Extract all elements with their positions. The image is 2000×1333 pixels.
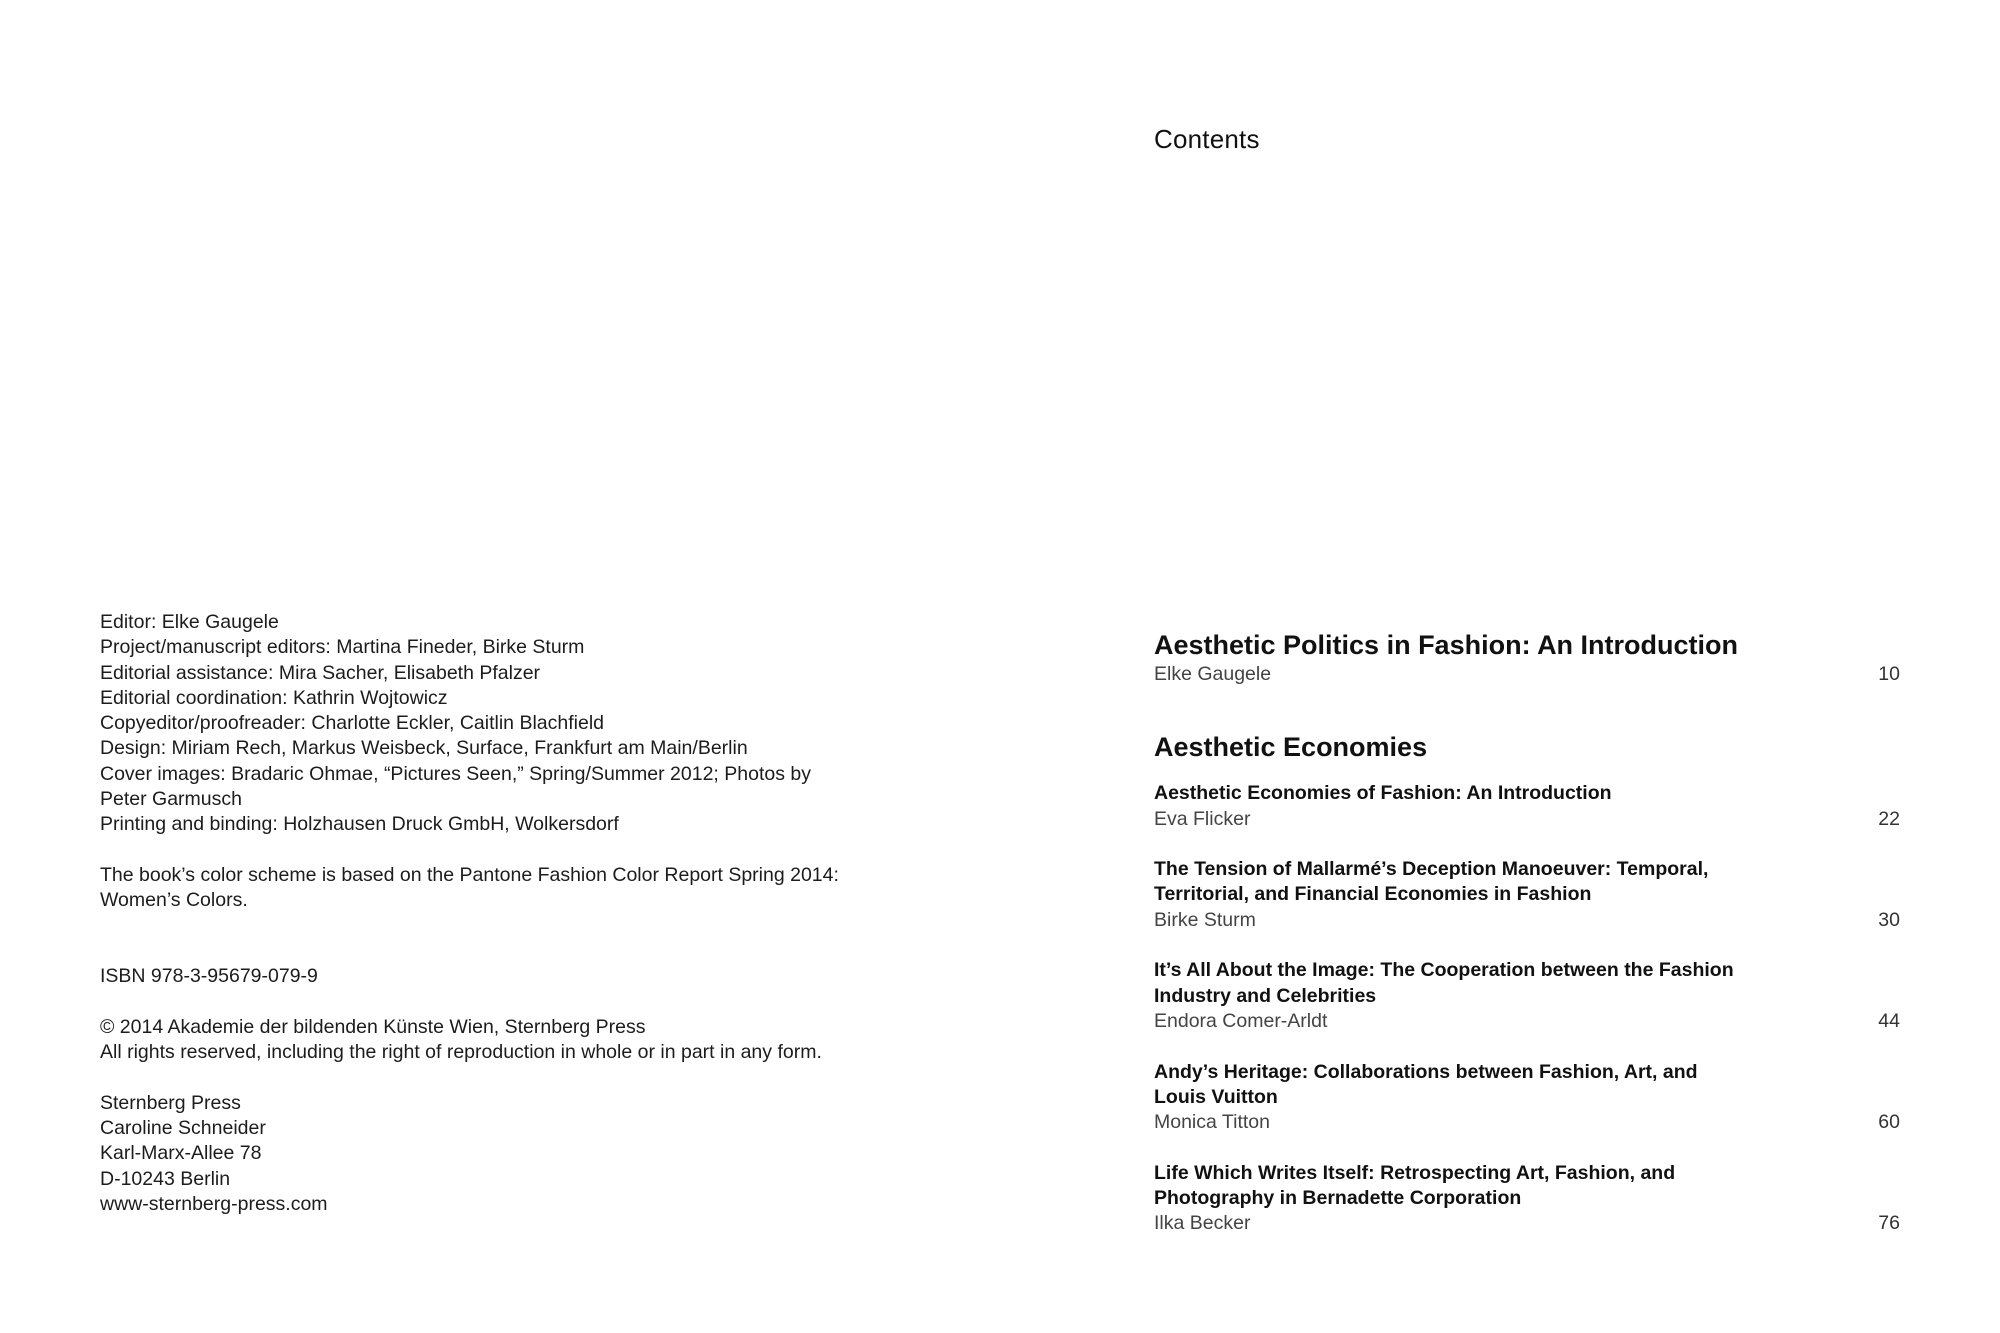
- copyright: © 2014 Akademie der bildenden Künste Wien, Sternberg Press: [100, 1015, 646, 1038]
- toc-entry-page: 22: [1878, 807, 1900, 830]
- publisher-city: D-10243 Berlin: [100, 1167, 231, 1190]
- spacer: [100, 989, 860, 1014]
- credit-cover-images: Cover images: Bradaric Ohmae, “Pictures Seen,” Spring/Summer 2012; Photos by Peter Garmusch: [100, 762, 811, 811]
- toc-entry[interactable]: [1154, 958, 1900, 1034]
- credit-printing: Printing and binding: Holzhausen Druck GmbH, Wolkersdorf: [100, 813, 619, 836]
- toc-entry-page: 10: [1878, 663, 1900, 685]
- toc-entry-author: Monica Titton: [1154, 1111, 1270, 1134]
- toc-entry-intro[interactable]: [1154, 628, 1900, 687]
- toc-entry-title: Andy’s Heritage: Collaborations between Fashion, Art, and Louis Vuitton: [1154, 1060, 1698, 1108]
- toc-entry-page: 44: [1878, 1009, 1900, 1032]
- credit-editorial-coordination: Editorial coordination: Kathrin Wojtowicz: [100, 686, 448, 709]
- imprint-block: [100, 610, 860, 1217]
- toc-entry-author: Ilka Becker: [1154, 1212, 1251, 1235]
- credit-project-editors: Project/manuscript editors: Martina Fineder, Birke Sturm: [100, 636, 585, 659]
- toc-entry[interactable]: [1154, 857, 1900, 933]
- toc-entry-title: Life Which Writes Itself: Retrospecting Art, Fashion, and Photography in Bernadette Corporation: [1154, 1161, 1676, 1210]
- toc-entry-author: Endora Comer-Arldt: [1154, 1009, 1328, 1032]
- right-page: [1000, 0, 2000, 1333]
- toc-entry-title: Aesthetic Politics in Fashion: An Introduction: [1154, 630, 1739, 660]
- toc-entry[interactable]: [1154, 1161, 1900, 1237]
- toc-entry-title: It’s All About the Image: The Cooperation between the Fashion Industry and Celebrities: [1154, 959, 1734, 1007]
- table-of-contents: [1154, 628, 1900, 1237]
- toc-entry-page: 30: [1878, 908, 1900, 931]
- credit-editor: Editor: Elke Gaugele: [100, 611, 279, 633]
- publisher-contact: Caroline Schneider: [100, 1116, 266, 1139]
- rights-statement: All rights reserved, including the right of reproduction in whole or in part in any form.: [100, 1041, 822, 1064]
- spacer: [100, 914, 860, 965]
- toc-entry-title: The Tension of Mallarmé’s Deception Manoeuver: Temporal, Territorial, and Financial Economies in Fashion: [1154, 858, 1709, 906]
- credit-editorial-assistance: Editorial assistance: Mira Sacher, Elisabeth Pfalzer: [100, 661, 541, 684]
- publisher-street: Karl-Marx-Allee 78: [100, 1142, 262, 1165]
- credit-copyeditor: Copyeditor/proofreader: Charlotte Eckler, Caitlin Blachfield: [100, 712, 605, 735]
- spacer: [100, 1065, 860, 1090]
- spacer: [100, 838, 860, 863]
- contents-title: Contents: [1154, 124, 1260, 154]
- isbn: ISBN 978-3-95679-079-9: [100, 965, 318, 988]
- publisher-name: Sternberg Press: [100, 1091, 241, 1114]
- toc-entry-author: Eva Flicker: [1154, 807, 1251, 830]
- toc-entry-page: 76: [1878, 1212, 1900, 1235]
- section-heading: Aesthetic Economies: [1154, 732, 1428, 763]
- toc-entry[interactable]: [1154, 1060, 1900, 1136]
- credit-design: Design: Miriam Rech, Markus Weisbeck, Surface, Frankfurt am Main/Berlin: [100, 737, 748, 760]
- toc-entry-author: Elke Gaugele: [1154, 663, 1272, 685]
- toc-entry-author: Birke Sturm: [1154, 908, 1256, 931]
- publisher-website[interactable]: www-sternberg-press.com: [100, 1192, 328, 1215]
- toc-entry-title: Aesthetic Economies of Fashion: An Introduction: [1154, 782, 1612, 805]
- color-scheme-note: The book’s color scheme is based on the Pantone Fashion Color Report Spring 2014: Women’s Colors.: [100, 863, 839, 912]
- toc-entry-page: 60: [1878, 1111, 1900, 1134]
- toc-entry[interactable]: [1154, 781, 1900, 832]
